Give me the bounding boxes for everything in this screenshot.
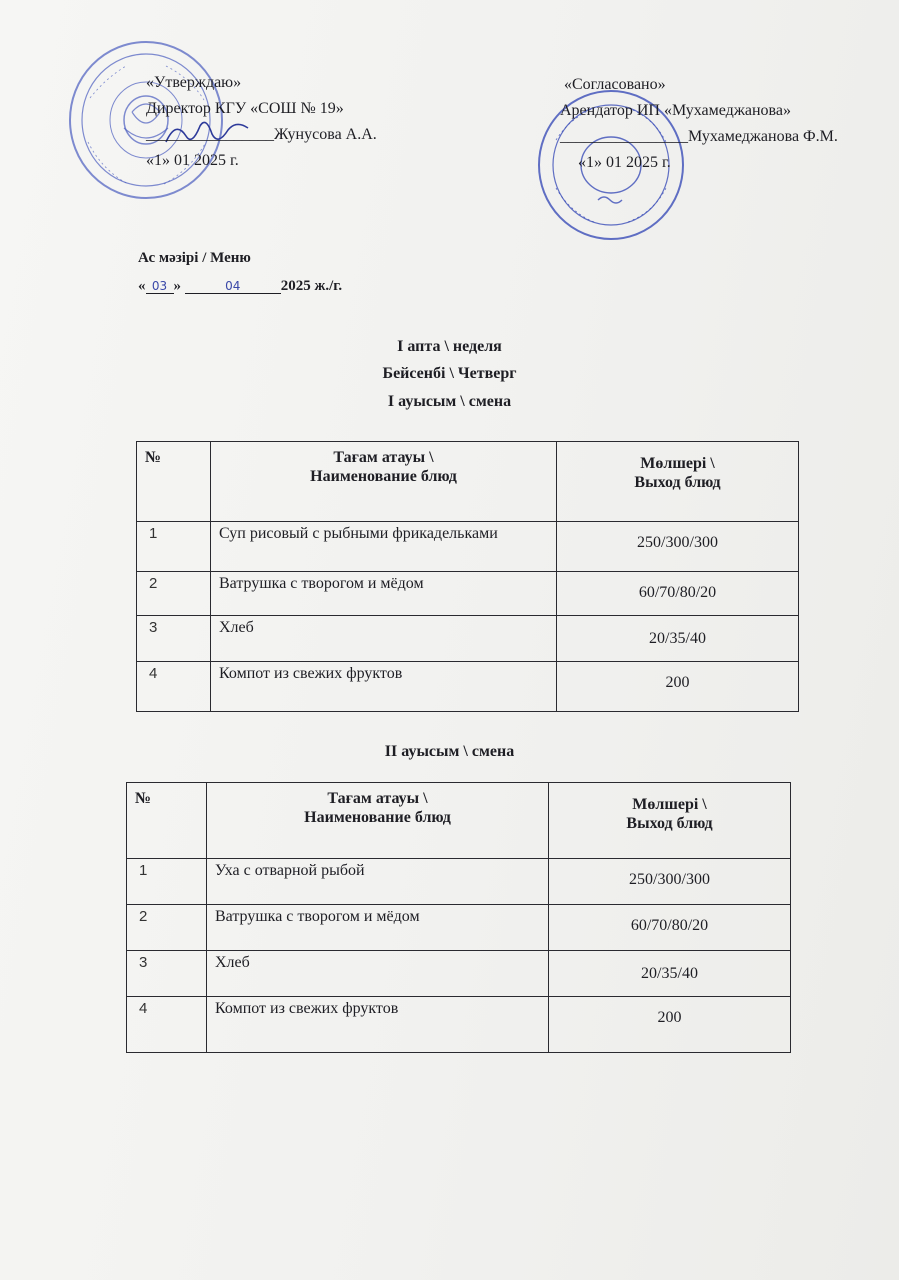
table-row xyxy=(127,859,791,905)
output-header: Мөлшері \ Выход блюд xyxy=(557,442,799,522)
approved-label: «Утверждаю» xyxy=(146,74,242,91)
table-row xyxy=(127,951,791,997)
day-title: Бейсенбі \ Четверг xyxy=(382,365,517,382)
dish-name: Ватрушка с творогом и мёдом xyxy=(207,905,549,951)
menu-month: 04 xyxy=(185,279,281,294)
approval-date: «1» 01 2025 г. xyxy=(146,152,239,169)
agreement-date: «1» 01 2025 г. xyxy=(578,154,671,171)
dish-name: Ватрушка с творогом и мёдом xyxy=(211,572,557,616)
tenant-title: Арендатор ИП «Мухамеджанова» xyxy=(560,102,791,119)
row-number: 2 xyxy=(127,905,207,951)
dish-name: Хлеб xyxy=(207,951,549,997)
dish-output: 20/35/40 xyxy=(549,951,791,997)
agreed-label: «Согласовано» xyxy=(564,76,666,93)
table-row xyxy=(137,616,799,662)
tenant-signature-line: ________________Мухамеджанова Ф.М. xyxy=(560,128,838,145)
dish-output: 60/70/80/20 xyxy=(549,905,791,951)
dish-name: Компот из свежих фруктов xyxy=(211,662,557,712)
dish-output: 20/35/40 xyxy=(557,616,799,662)
director-signature-line: ________________Жунусова А.А. xyxy=(146,126,377,143)
dish-output: 250/300/300 xyxy=(549,859,791,905)
dish-output: 200 xyxy=(557,662,799,712)
name-header: Тағам атауы \ Наименование блюд xyxy=(211,442,557,522)
row-number: 2 xyxy=(137,572,211,616)
row-number: 4 xyxy=(127,997,207,1053)
row-number: 1 xyxy=(137,522,211,572)
row-number: 4 xyxy=(137,662,211,712)
output-header: Мөлшері \ Выход блюд xyxy=(549,783,791,859)
dish-output: 250/300/300 xyxy=(557,522,799,572)
row-number: 1 xyxy=(127,859,207,905)
name-header: Тағам атауы \ Наименование блюд xyxy=(207,783,549,859)
table-header-row xyxy=(127,783,791,859)
menu-label: Ас мәзірі / Меню xyxy=(138,250,251,266)
week-title: I апта \ неделя xyxy=(397,338,502,355)
director-title: Директор КГУ «СОШ № 19» xyxy=(146,100,344,117)
row-number: 3 xyxy=(127,951,207,997)
dish-name: Уха с отварной рыбой xyxy=(207,859,549,905)
num-header: № xyxy=(127,783,207,859)
table-row xyxy=(127,905,791,951)
row-number: 3 xyxy=(137,616,211,662)
shift2-title: II ауысым \ смена xyxy=(384,743,515,760)
shift1-menu-table xyxy=(136,441,799,712)
dish-name: Компот из свежих фруктов xyxy=(207,997,549,1053)
table-header-row xyxy=(137,442,799,522)
dish-name: Хлеб xyxy=(211,616,557,662)
table-row xyxy=(127,997,791,1053)
table-row xyxy=(137,522,799,572)
menu-day: 03 xyxy=(146,279,174,294)
dish-name: Суп рисовый с рыбными фрикадельками xyxy=(211,522,557,572)
num-header: № xyxy=(137,442,211,522)
menu-date: « 03 » 04 2025 ж./г. xyxy=(138,278,343,294)
shift1-title: I ауысым \ смена xyxy=(387,393,512,410)
dish-output: 60/70/80/20 xyxy=(557,572,799,616)
dish-output: 200 xyxy=(549,997,791,1053)
table-row xyxy=(137,572,799,616)
table-row xyxy=(137,662,799,712)
shift2-menu-table xyxy=(126,782,791,1053)
